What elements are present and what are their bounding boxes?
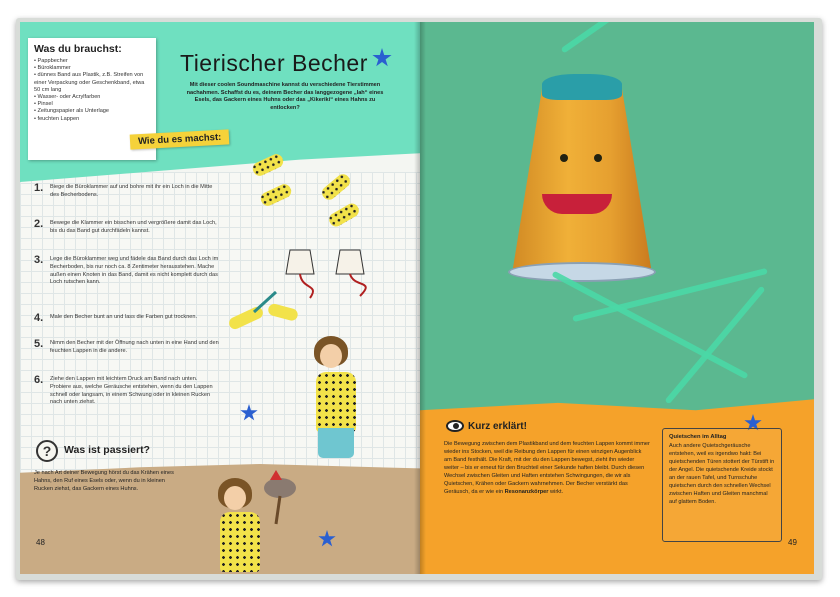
ribbon-strand bbox=[551, 271, 748, 380]
step-text: Male den Becher bunt an und lass die Farben gut trocknen. bbox=[50, 314, 198, 320]
step-text: Bewege die Klammer ein bisschen und vergrößere damit das Loch, bis du das Band gut durchfädeln kannst. bbox=[50, 220, 217, 234]
question-title: Was ist passiert? bbox=[64, 444, 150, 456]
cup-body bbox=[512, 84, 652, 274]
cup-rim bbox=[508, 262, 656, 282]
everyday-squeak-box bbox=[662, 428, 782, 542]
paperclip-illustration bbox=[250, 148, 390, 238]
eye-icon bbox=[446, 420, 464, 432]
kurz-text bbox=[444, 440, 650, 496]
kurz-bold-term: Resonanzkörper bbox=[504, 489, 549, 495]
everyday-squeak-title: Quietschen im Alltag bbox=[669, 434, 727, 440]
materials-item: • Pinsel bbox=[34, 101, 150, 108]
materials-title: Was du brauchst: bbox=[34, 43, 122, 55]
painted-cup bbox=[512, 74, 652, 284]
kurz-text-part: Die Bewegung zwischen dem Plastikband und dem feuchten Lappen kommt immer wieder ins Stocken, weil die Reibung den Lappen für einen winzigen Augenblick am Band festhält. Die Kraft, mit der du den Lappen bewegst, zieht ihn wieder weiter – bis er erneut für den Bruchteil einer Sekunde haften bleibt. Durch diesen Wechsel zwischen Gleiten und Haften entstehen Schwingungen, die wir als Quietschen, Krähen oder Gackern wahrnehmen. Der Becher verstärkt das Geräusch, da er wie ein bbox=[444, 441, 650, 495]
materials-list bbox=[34, 58, 150, 123]
cup-eye bbox=[560, 154, 568, 162]
book-spine-shadow bbox=[414, 22, 426, 574]
page-title: Tierischer Becher bbox=[180, 50, 368, 76]
step-number: 3. bbox=[34, 254, 44, 266]
arm-drawing bbox=[319, 171, 353, 202]
child-illustration bbox=[296, 336, 376, 456]
step-text: Lege die Büroklammer weg und fädele das Band durch das Loch im Becherboden, bis nur noch ca. 8 Zentimeter herausstehen. Mache außen einen Knoten in das Band, damit es nicht komplett durch das Loch rutschen kann. bbox=[50, 256, 219, 286]
step-text: Biege die Büroklammer auf und bohre mit ihr ein Loch in die Mitte des Becherbodens. bbox=[50, 184, 213, 198]
kurz-title: Kurz erklärt! bbox=[468, 421, 527, 432]
question-icon: ? bbox=[36, 440, 58, 462]
step-number: 5. bbox=[34, 338, 44, 350]
cup-eye bbox=[594, 154, 602, 162]
kurz-text-end: wirkt. bbox=[548, 489, 564, 495]
materials-item: • feuchten Lappen bbox=[34, 116, 150, 123]
materials-item: • Wasser- oder Acrylfarben bbox=[34, 94, 150, 101]
step-text: Nimm den Becher mit der Öffnung nach unten in eine Hand und den feuchten Lappen in die andere. bbox=[50, 340, 219, 354]
cup-mouth bbox=[542, 194, 612, 214]
ribbon-strand bbox=[561, 22, 622, 54]
child-face bbox=[320, 344, 342, 368]
arm-drawing bbox=[259, 182, 294, 208]
page-number-right: 49 bbox=[788, 538, 797, 547]
materials-item: • Zeitungspapier als Unterlage bbox=[34, 108, 150, 115]
cup-hair bbox=[542, 74, 622, 100]
materials-item: • Pappbecher bbox=[34, 58, 150, 65]
intro-text: Mit dieser coolen Soundmaschine kannst du verschiedene Tierstimmen nachahmen. Schaffst du es, deinem Becher das langgezogene „Iah“ eines Esels, das Gackern eines Huhns oder das „Kikeriki“ eines Hahns zu entlocken? bbox=[186, 82, 384, 111]
step-number: 4. bbox=[34, 312, 44, 324]
painting-hand-illustration bbox=[224, 286, 304, 336]
materials-item: • dünnes Band aus Plastik, z.B. Streifen von einer Verpackung oder Geschenkband, etwa 50 cm lang bbox=[34, 72, 150, 94]
question-text: Je nach Art deiner Bewegung hörst du das Krähen eines Hahns, den Ruf eines Esels oder, wenn du in kleinen Rucken ziehst, das Gackern eines Huhns. bbox=[34, 470, 174, 492]
child-legs bbox=[318, 428, 354, 458]
arm-drawing bbox=[251, 152, 286, 178]
everyday-squeak-text: Auch andere Quietschgeräusche entstehen, weil es irgendwo hakt: Bei quietschenden Türen stottert der Türstift in der Angel. Die quietschende Kreide stockt an der rauen Tafel, und Turnschuhe quietschen durch den schnellen Wechsel zwischen Haften und Gleiten manchmal auf glattem Boden. bbox=[669, 443, 775, 505]
arm-drawing bbox=[327, 201, 362, 229]
howto-label: Wie du es machst: bbox=[130, 129, 230, 149]
page-number-left: 48 bbox=[36, 538, 45, 547]
step-number: 6. bbox=[34, 374, 44, 386]
child-body bbox=[316, 372, 356, 432]
child-face bbox=[224, 486, 246, 510]
rooster-puppet-illustration bbox=[250, 466, 310, 526]
step-number: 2. bbox=[34, 218, 44, 230]
step-number: 1. bbox=[34, 182, 44, 194]
eye-pupil bbox=[453, 423, 459, 429]
step-text: Ziehe den Lappen mit leichtem Druck am Band nach unten. Probiere aus, welche Geräusche entstehen, wenn du den Lappen schnell oder langsam, in einem Schwung oder in kleinen Rucken nach unten ziehst. bbox=[50, 376, 213, 406]
materials-item: • Büroklammer bbox=[34, 65, 150, 72]
ribbon-strand bbox=[664, 286, 765, 405]
